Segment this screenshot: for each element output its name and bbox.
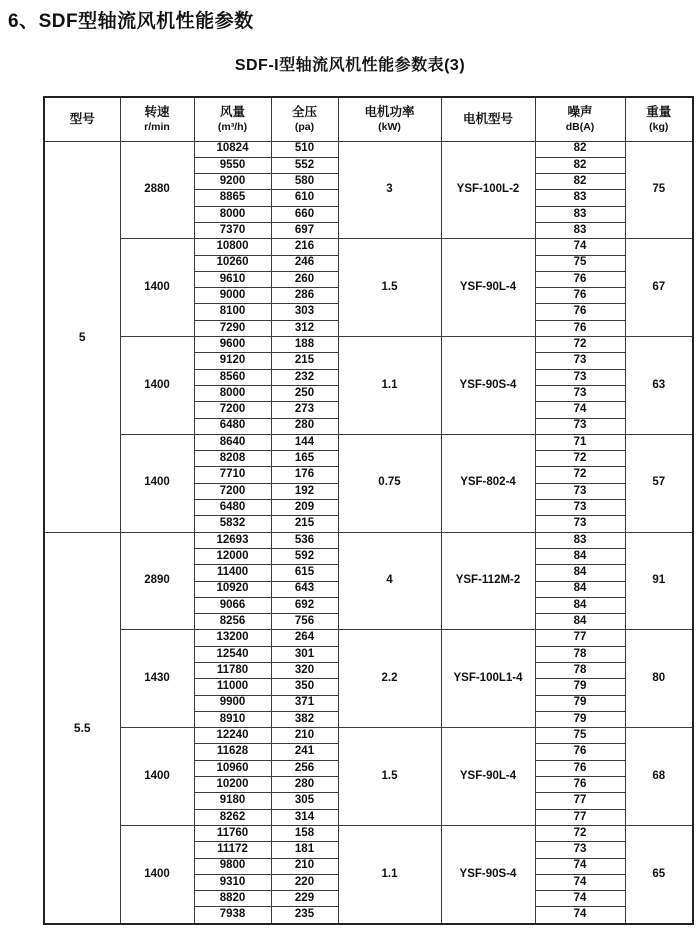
weight-cell: 67 bbox=[625, 239, 693, 337]
speed-cell: 2880 bbox=[120, 141, 194, 239]
airflow-cell: 10824 bbox=[194, 141, 271, 157]
power-cell: 1.5 bbox=[338, 728, 441, 826]
pressure-cell: 552 bbox=[271, 157, 338, 173]
pressure-cell: 220 bbox=[271, 874, 338, 890]
pressure-cell: 216 bbox=[271, 239, 338, 255]
speed-cell: 2890 bbox=[120, 532, 194, 630]
airflow-cell: 9800 bbox=[194, 858, 271, 874]
weight-cell: 75 bbox=[625, 141, 693, 239]
col-header-unit: r/min bbox=[144, 120, 170, 133]
table-row bbox=[44, 825, 693, 841]
speed-cell: 1400 bbox=[120, 337, 194, 435]
pressure-cell: 246 bbox=[271, 255, 338, 271]
noise-cell: 82 bbox=[535, 157, 625, 173]
noise-cell: 72 bbox=[535, 451, 625, 467]
airflow-cell: 9200 bbox=[194, 174, 271, 190]
pressure-cell: 510 bbox=[271, 141, 338, 157]
col-header-pressure bbox=[271, 97, 338, 141]
noise-cell: 73 bbox=[535, 483, 625, 499]
pressure-cell: 286 bbox=[271, 288, 338, 304]
airflow-cell: 11760 bbox=[194, 825, 271, 841]
noise-cell: 84 bbox=[535, 597, 625, 613]
noise-cell: 84 bbox=[535, 548, 625, 564]
airflow-cell: 11400 bbox=[194, 565, 271, 581]
airflow-cell: 12540 bbox=[194, 646, 271, 662]
pressure-cell: 592 bbox=[271, 548, 338, 564]
noise-cell: 74 bbox=[535, 402, 625, 418]
noise-cell: 72 bbox=[535, 825, 625, 841]
noise-cell: 76 bbox=[535, 288, 625, 304]
power-cell: 3 bbox=[338, 141, 441, 239]
col-header-unit: (m³/h) bbox=[217, 120, 248, 133]
airflow-cell: 10960 bbox=[194, 760, 271, 776]
noise-cell: 78 bbox=[535, 663, 625, 679]
pressure-cell: 580 bbox=[271, 174, 338, 190]
airflow-cell: 10800 bbox=[194, 239, 271, 255]
speed-cell: 1400 bbox=[120, 239, 194, 337]
noise-cell: 79 bbox=[535, 679, 625, 695]
airflow-cell: 9120 bbox=[194, 353, 271, 369]
power-cell: 1.1 bbox=[338, 825, 441, 924]
motor-cell: YSF-90S-4 bbox=[441, 825, 535, 924]
motor-cell: YSF-100L-2 bbox=[441, 141, 535, 239]
airflow-cell: 10920 bbox=[194, 581, 271, 597]
pressure-cell: 181 bbox=[271, 842, 338, 858]
noise-cell: 76 bbox=[535, 760, 625, 776]
pressure-cell: 188 bbox=[271, 337, 338, 353]
pressure-cell: 756 bbox=[271, 614, 338, 630]
col-header-airflow bbox=[194, 97, 271, 141]
airflow-cell: 11780 bbox=[194, 663, 271, 679]
table-header-row bbox=[44, 97, 693, 141]
table-row bbox=[44, 141, 693, 157]
airflow-cell: 10260 bbox=[194, 255, 271, 271]
noise-cell: 72 bbox=[535, 467, 625, 483]
airflow-cell: 8262 bbox=[194, 809, 271, 825]
motor-cell: YSF-100L1-4 bbox=[441, 630, 535, 728]
model-cell: 5 bbox=[44, 141, 120, 532]
airflow-cell: 7200 bbox=[194, 483, 271, 499]
table-row bbox=[44, 532, 693, 548]
speed-cell: 1430 bbox=[120, 630, 194, 728]
noise-cell: 73 bbox=[535, 842, 625, 858]
noise-cell: 84 bbox=[535, 581, 625, 597]
airflow-cell: 7370 bbox=[194, 222, 271, 238]
table-row bbox=[44, 337, 693, 353]
col-header-label: 风量 bbox=[219, 104, 245, 119]
airflow-cell: 8865 bbox=[194, 190, 271, 206]
noise-cell: 84 bbox=[535, 614, 625, 630]
airflow-cell: 8560 bbox=[194, 369, 271, 385]
airflow-cell: 8820 bbox=[194, 891, 271, 907]
col-header-label: 重量 bbox=[646, 104, 672, 119]
noise-cell: 73 bbox=[535, 500, 625, 516]
noise-cell: 73 bbox=[535, 369, 625, 385]
noise-cell: 77 bbox=[535, 793, 625, 809]
weight-cell: 91 bbox=[625, 532, 693, 630]
table-row bbox=[44, 239, 693, 255]
noise-cell: 75 bbox=[535, 728, 625, 744]
airflow-cell: 7290 bbox=[194, 320, 271, 336]
pressure-cell: 192 bbox=[271, 483, 338, 499]
noise-cell: 83 bbox=[535, 532, 625, 548]
pressure-cell: 280 bbox=[271, 777, 338, 793]
pressure-cell: 273 bbox=[271, 402, 338, 418]
pressure-cell: 692 bbox=[271, 597, 338, 613]
pressure-cell: 610 bbox=[271, 190, 338, 206]
pressure-cell: 312 bbox=[271, 320, 338, 336]
col-header-label: 全压 bbox=[291, 104, 317, 119]
pressure-cell: 382 bbox=[271, 711, 338, 727]
noise-cell: 72 bbox=[535, 337, 625, 353]
pressure-cell: 144 bbox=[271, 434, 338, 450]
motor-cell: YSF-90L-4 bbox=[441, 728, 535, 826]
pressure-cell: 303 bbox=[271, 304, 338, 320]
power-cell: 1.5 bbox=[338, 239, 441, 337]
weight-cell: 57 bbox=[625, 434, 693, 532]
motor-cell: YSF-802-4 bbox=[441, 434, 535, 532]
model-cell: 5.5 bbox=[44, 532, 120, 924]
airflow-cell: 12240 bbox=[194, 728, 271, 744]
speed-cell: 1400 bbox=[120, 825, 194, 924]
noise-cell: 76 bbox=[535, 320, 625, 336]
airflow-cell: 11000 bbox=[194, 679, 271, 695]
noise-cell: 76 bbox=[535, 304, 625, 320]
col-header-label: 电机型号 bbox=[462, 111, 513, 126]
pressure-cell: 264 bbox=[271, 630, 338, 646]
pressure-cell: 165 bbox=[271, 451, 338, 467]
airflow-cell: 9610 bbox=[194, 271, 271, 287]
noise-cell: 73 bbox=[535, 418, 625, 434]
noise-cell: 74 bbox=[535, 891, 625, 907]
pressure-cell: 241 bbox=[271, 744, 338, 760]
col-header-unit: (kW) bbox=[378, 120, 401, 133]
noise-cell: 82 bbox=[535, 174, 625, 190]
col-header-motor bbox=[441, 97, 535, 141]
airflow-cell: 9600 bbox=[194, 337, 271, 353]
airflow-cell: 7710 bbox=[194, 467, 271, 483]
airflow-cell: 9900 bbox=[194, 695, 271, 711]
airflow-cell: 8100 bbox=[194, 304, 271, 320]
weight-cell: 63 bbox=[625, 337, 693, 435]
noise-cell: 74 bbox=[535, 874, 625, 890]
noise-cell: 71 bbox=[535, 434, 625, 450]
pressure-cell: 229 bbox=[271, 891, 338, 907]
weight-cell: 80 bbox=[625, 630, 693, 728]
pressure-cell: 232 bbox=[271, 369, 338, 385]
airflow-cell: 12693 bbox=[194, 532, 271, 548]
pressure-cell: 615 bbox=[271, 565, 338, 581]
noise-cell: 83 bbox=[535, 206, 625, 222]
weight-cell: 68 bbox=[625, 728, 693, 826]
airflow-cell: 9180 bbox=[194, 793, 271, 809]
noise-cell: 79 bbox=[535, 695, 625, 711]
airflow-cell: 9310 bbox=[194, 874, 271, 890]
noise-cell: 83 bbox=[535, 190, 625, 206]
noise-cell: 74 bbox=[535, 239, 625, 255]
motor-cell: YSF-90L-4 bbox=[441, 239, 535, 337]
noise-cell: 78 bbox=[535, 646, 625, 662]
col-header-label: 噪声 bbox=[567, 104, 593, 119]
col-header-label: 转速 bbox=[144, 104, 170, 119]
airflow-cell: 12000 bbox=[194, 548, 271, 564]
col-header-noise bbox=[535, 97, 625, 141]
noise-cell: 79 bbox=[535, 711, 625, 727]
col-header-model bbox=[44, 97, 120, 141]
noise-cell: 76 bbox=[535, 777, 625, 793]
power-cell: 4 bbox=[338, 532, 441, 630]
noise-cell: 76 bbox=[535, 271, 625, 287]
col-header-speed bbox=[120, 97, 194, 141]
col-header-label: 电机功率 bbox=[364, 104, 415, 119]
pressure-cell: 176 bbox=[271, 467, 338, 483]
power-cell: 2.2 bbox=[338, 630, 441, 728]
speed-cell: 1400 bbox=[120, 434, 194, 532]
airflow-cell: 8910 bbox=[194, 711, 271, 727]
pressure-cell: 250 bbox=[271, 385, 338, 401]
table-title: SDF-I型轴流风机性能参数表(3) bbox=[234, 57, 466, 74]
airflow-cell: 9550 bbox=[194, 157, 271, 173]
pressure-cell: 210 bbox=[271, 728, 338, 744]
pressure-cell: 210 bbox=[271, 858, 338, 874]
table-row bbox=[44, 630, 693, 646]
motor-cell: YSF-112M-2 bbox=[441, 532, 535, 630]
noise-cell: 73 bbox=[535, 516, 625, 532]
noise-cell: 73 bbox=[535, 353, 625, 369]
table-row bbox=[44, 728, 693, 744]
performance-table bbox=[43, 96, 694, 925]
pressure-cell: 660 bbox=[271, 206, 338, 222]
pressure-cell: 280 bbox=[271, 418, 338, 434]
airflow-cell: 11172 bbox=[194, 842, 271, 858]
col-header-label: 型号 bbox=[69, 111, 95, 126]
pressure-cell: 215 bbox=[271, 353, 338, 369]
airflow-cell: 8208 bbox=[194, 451, 271, 467]
pressure-cell: 643 bbox=[271, 581, 338, 597]
airflow-cell: 10200 bbox=[194, 777, 271, 793]
col-header-unit: (kg) bbox=[649, 120, 669, 133]
noise-cell: 73 bbox=[535, 385, 625, 401]
noise-cell: 83 bbox=[535, 222, 625, 238]
pressure-cell: 305 bbox=[271, 793, 338, 809]
weight-cell: 65 bbox=[625, 825, 693, 924]
noise-cell: 74 bbox=[535, 907, 625, 924]
col-header-unit: dB(A) bbox=[565, 120, 595, 133]
noise-cell: 84 bbox=[535, 565, 625, 581]
noise-cell: 74 bbox=[535, 858, 625, 874]
speed-cell: 1400 bbox=[120, 728, 194, 826]
col-header-power bbox=[338, 97, 441, 141]
airflow-cell: 11628 bbox=[194, 744, 271, 760]
pressure-cell: 256 bbox=[271, 760, 338, 776]
pressure-cell: 350 bbox=[271, 679, 338, 695]
noise-cell: 77 bbox=[535, 630, 625, 646]
airflow-cell: 8256 bbox=[194, 614, 271, 630]
pressure-cell: 320 bbox=[271, 663, 338, 679]
pressure-cell: 158 bbox=[271, 825, 338, 841]
noise-cell: 75 bbox=[535, 255, 625, 271]
pressure-cell: 697 bbox=[271, 222, 338, 238]
col-header-weight bbox=[625, 97, 693, 141]
noise-cell: 76 bbox=[535, 744, 625, 760]
noise-cell: 77 bbox=[535, 809, 625, 825]
airflow-cell: 6480 bbox=[194, 418, 271, 434]
motor-cell: YSF-90S-4 bbox=[441, 337, 535, 435]
power-cell: 1.1 bbox=[338, 337, 441, 435]
airflow-cell: 9000 bbox=[194, 288, 271, 304]
pressure-cell: 371 bbox=[271, 695, 338, 711]
airflow-cell: 6480 bbox=[194, 500, 271, 516]
airflow-cell: 8640 bbox=[194, 434, 271, 450]
page-title: 6、SDF型轴流风机性能参数 bbox=[8, 11, 254, 32]
col-header-unit: (pa) bbox=[294, 120, 315, 133]
airflow-cell: 5832 bbox=[194, 516, 271, 532]
pressure-cell: 209 bbox=[271, 500, 338, 516]
airflow-cell: 9066 bbox=[194, 597, 271, 613]
noise-cell: 82 bbox=[535, 141, 625, 157]
table-row bbox=[44, 434, 693, 450]
pressure-cell: 301 bbox=[271, 646, 338, 662]
pressure-cell: 235 bbox=[271, 907, 338, 924]
airflow-cell: 7200 bbox=[194, 402, 271, 418]
airflow-cell: 8000 bbox=[194, 385, 271, 401]
pressure-cell: 314 bbox=[271, 809, 338, 825]
pressure-cell: 215 bbox=[271, 516, 338, 532]
airflow-cell: 8000 bbox=[194, 206, 271, 222]
airflow-cell: 13200 bbox=[194, 630, 271, 646]
pressure-cell: 536 bbox=[271, 532, 338, 548]
airflow-cell: 7938 bbox=[194, 907, 271, 924]
power-cell: 0.75 bbox=[338, 434, 441, 532]
pressure-cell: 260 bbox=[271, 271, 338, 287]
